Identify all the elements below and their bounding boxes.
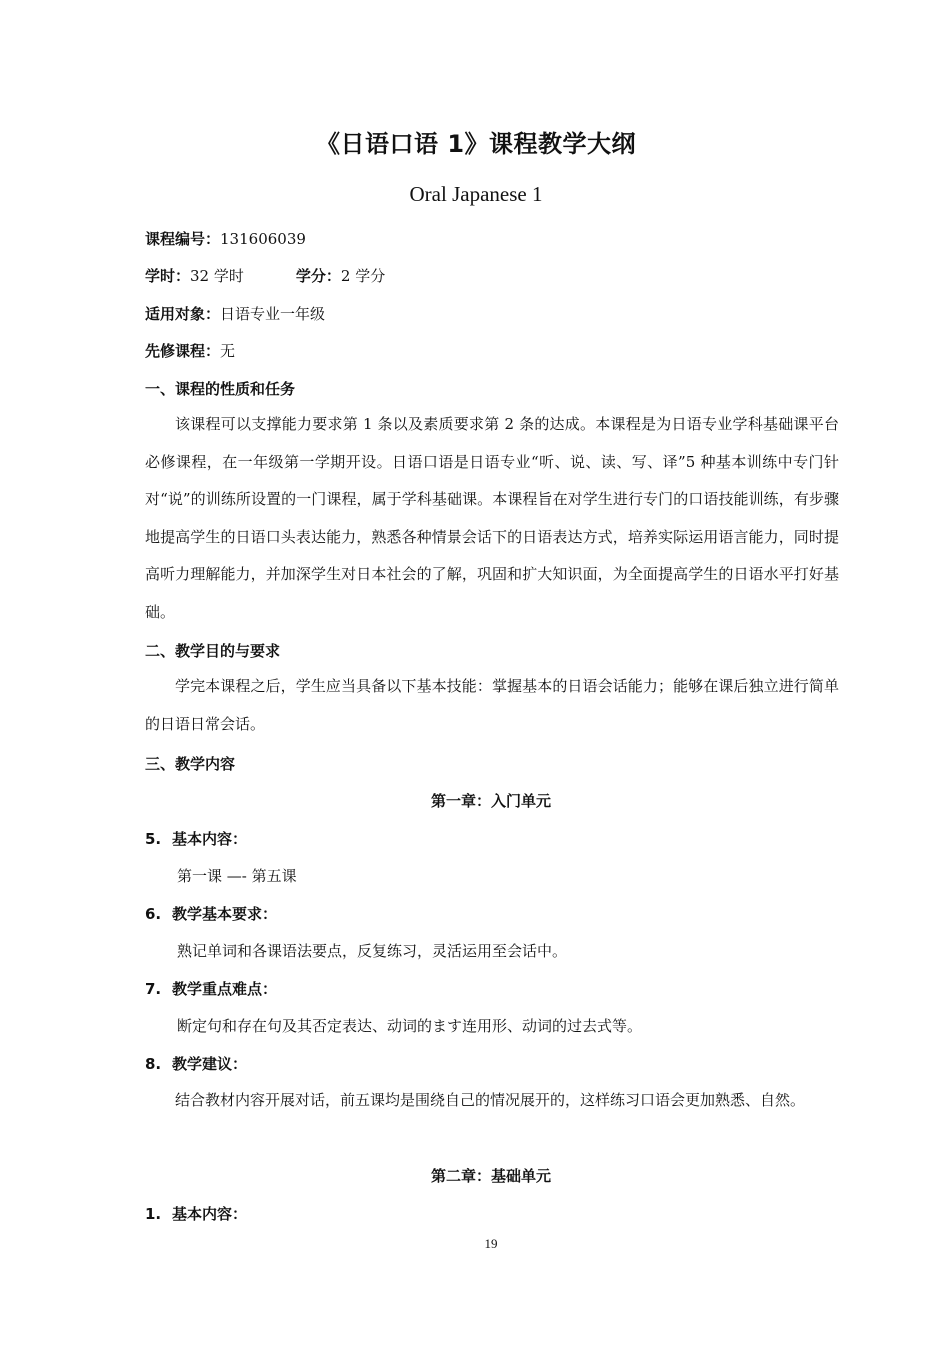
section3-heading: 三、教学内容: [145, 755, 236, 773]
chapter2-item-content: [145, 1204, 247, 1224]
chapter1-suggestions-body: 结合教材内容开展对话，前五课均是围绕自己的情况展开的，这样练习口语会更加熟悉、自然。: [175, 1091, 806, 1109]
chapter1-item-keypoints: [145, 979, 277, 999]
chapter1-title: 第一章：入门单元: [430, 792, 551, 810]
hours-credits-line: [145, 266, 385, 286]
course-code-line: [145, 229, 306, 249]
section2-paragraph: 学完本课程之后，学生应当具备以下基本技能：掌握基本的日语会话能力；能够在课后独立进行简单的日语日常会话。: [145, 677, 839, 733]
prereq-line: [145, 341, 235, 361]
item-label: 教学建议：: [172, 1055, 248, 1073]
item-label: 基本内容：: [172, 830, 248, 848]
chapter1-requirements-body: 熟记单词和各课语法要点，反复练习，灵活运用至会话中。: [177, 942, 568, 960]
target-label: 适用对象：: [145, 305, 221, 323]
chapter1-item-content: [145, 829, 247, 849]
item-label: 教学重点难点：: [172, 980, 278, 998]
item-number: 1.: [145, 1205, 162, 1223]
item-number: 8.: [145, 1055, 162, 1073]
item-number: 5.: [145, 830, 162, 848]
section1-paragraph: 该课程可以支撑能力要求第 1 条以及素质要求第 2 条的达成。本课程是为日语专业学科基础课平台必修课程，在一年级第一学期开设。日语口语是日语专业“听、说、读、写、译”5 种基本训练中专门针对“说”的训练所设置的一门课程，属于学科基础课。本课程旨在对学生进行专门的口语技能训练，有步骤地提高学生的日语口头表达能力，熟悉各种情景会话下的日语表达方式，培养实际运用语言能力，同时提高听力理解能力，并加深学生对日本社会的了解，巩固和扩大知识面，为全面提高学生的日语水平打好基础。: [145, 415, 839, 621]
chapter1-item-suggestions: [145, 1054, 247, 1074]
section2-heading: 二、教学目的与要求: [145, 642, 281, 660]
credits-label: 学分：: [295, 267, 341, 285]
item-number: 6.: [145, 905, 162, 923]
course-code-label: 课程编号：: [145, 230, 221, 248]
chapter1-item-requirements: [145, 904, 277, 924]
document-subtitle: Oral Japanese 1: [409, 182, 543, 206]
item-label: 基本内容：: [172, 1205, 248, 1223]
section1-heading: 一、课程的性质和任务: [145, 380, 296, 398]
target-value: 日语专业一年级: [220, 305, 326, 323]
hours-value: 32 学时: [190, 267, 244, 285]
target-line: [145, 304, 325, 324]
page-number: 19: [484, 1236, 498, 1251]
chapter2-title: 第二章：基础单元: [430, 1167, 551, 1185]
prereq-value: 无: [220, 342, 236, 360]
item-label: 教学基本要求：: [172, 905, 278, 923]
prereq-label: 先修课程：: [145, 342, 221, 360]
chapter1-content-body: 第一课 —- 第五课: [177, 867, 297, 885]
document-title: 《日语口语 1》课程教学大纲: [315, 130, 637, 158]
course-code-value: 131606039: [220, 230, 306, 248]
item-number: 7.: [145, 980, 162, 998]
chapter1-keypoints-body: 断定句和存在句及其否定表达、动词的ます连用形、动词的过去式等。: [177, 1017, 643, 1035]
hours-label: 学时：: [145, 267, 191, 285]
credits-value: 2 学分: [340, 267, 386, 285]
